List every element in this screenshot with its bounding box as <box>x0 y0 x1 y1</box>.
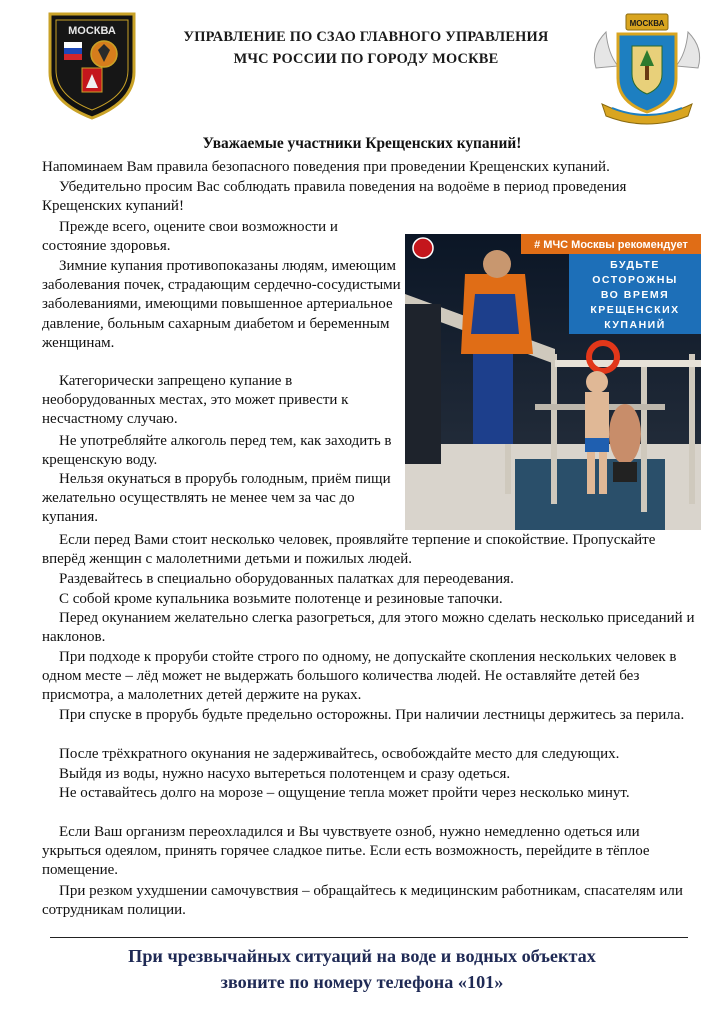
org-line-1: УПРАВЛЕНИЕ ПО СЗАО ГЛАВНОГО УПРАВЛЕНИЯ <box>183 29 549 45</box>
paragraph-towel: С собой кроме купальника возьмите полотенце и резиновые тапочки. <box>59 591 503 607</box>
paragraph-tents: Раздевайтесь в специально оборудованных палатках для переодевания. <box>59 571 514 587</box>
photo-caption-line-2: ОСТОРОЖНЫ <box>592 274 678 286</box>
photo-caption-line-5: КУПАНИЙ <box>604 319 666 331</box>
paragraph-warmup: Перед окунанием желательно слегка разогреться, для этого можно сделать несколько приседаний и наклонов. <box>42 610 695 646</box>
org-header <box>150 26 582 70</box>
mchs-moscow-emblem <box>44 10 140 122</box>
footer-line-2: звоните по номеру телефона «101» <box>220 972 504 992</box>
emblem-left-text: МОСКВА <box>68 25 116 37</box>
photo-caption-line-3: ВО ВРЕМЯ <box>600 289 670 301</box>
photo-hashtag: # МЧС Москвы рекомендует <box>534 239 688 251</box>
paragraph-after-dip: После трёхкратного окунания не задерживайтесь, освобождайте место для следующих. <box>59 746 620 762</box>
footer-divider <box>50 937 688 938</box>
photo-caption-line-4: КРЕЩЕНСКИХ <box>590 304 680 316</box>
paragraph-dry: Выйдя из воды, нужно насухо вытереться полотенцем и сразу одеться. <box>59 766 511 782</box>
paragraph-descent: При спуске в прорубь будьте предельно осторожны. При наличии лестницы держитесь за перила. <box>59 707 685 723</box>
paragraph-help: При резком ухудшении самочувствия – обращайтесь к медицинским работникам, спасателям или сотрудникам полиции. <box>42 883 683 919</box>
paragraph-contra: Зимние купания противопоказаны людям, имеющим заболевания почек, страдающим сердечно-сосудистыми заболеваниями, имеющими повышенное артериальное давление, больным сахарным диабетом и беременным женщинам. <box>42 258 401 351</box>
paragraph-queue: Если перед Вами стоит несколько человек, проявляйте терпение и спокойствие. Пропускайте вперёд женщин с малолетними детьми и пожилых людей. <box>42 532 656 568</box>
paragraph-forbidden: Категорически запрещено купание в необорудованных местах, это может привести к несчастному случаю. <box>42 373 349 428</box>
paragraph-health: Прежде всего, оцените свои возможности и состояние здоровья. <box>42 219 338 255</box>
szao-coat-of-arms-icon <box>588 8 706 128</box>
paragraph-hungry: Нельзя окунаться в прорубь голодным, приём пищи желательно осуществлять не менее чем за час до купания. <box>42 471 391 526</box>
paragraph-approach: При подходе к проруби стойте строго по одному, не допускайте скопления нескольких человек в одном месте – лёд может не выдержать большого количества людей. Не оставляйте детей без присмотра, а малолетних детей держите на руках. <box>42 649 677 704</box>
footer-line-1: При чрезвычайных ситуаций на воде и водных объектах <box>128 946 596 966</box>
paragraph-alcohol: Не употребляйте алкоголь перед тем, как заходить в крещенскую воду. <box>42 433 392 469</box>
footer-emergency <box>0 943 724 995</box>
photo-caption-line-1: БУДЬТЕ <box>610 259 660 271</box>
mchs-moscow-emblem-icon <box>44 10 140 122</box>
paragraph-chill: Если Ваш организм переохладился и Вы чувствуете озноб, нужно немедленно одеться или укрыться одеялом, принять горячее сладкое питье. Если есть возможность, перейдите в тёплое помещение. <box>42 824 650 879</box>
emblem-right-text: МОСКВА <box>629 19 665 28</box>
org-line-2: МЧС РОССИИ ПО ГОРОДУ МОСКВЕ <box>233 51 499 67</box>
page-title: Уважаемые участники Крещенских купаний! <box>202 135 522 152</box>
safety-photo <box>405 234 701 530</box>
paragraph-request: Убедительно просим Вас соблюдать правила поведения на водоёме в период проведения Крещенских купаний! <box>42 179 627 215</box>
paragraph-intro: Напоминаем Вам правила безопасного поведения при проведении Крещенских купаний. <box>42 159 610 175</box>
szao-coat-of-arms <box>588 8 706 128</box>
paragraph-frost: Не оставайтесь долго на морозе – ощущение тепла может пройти через несколько минут. <box>59 785 630 801</box>
